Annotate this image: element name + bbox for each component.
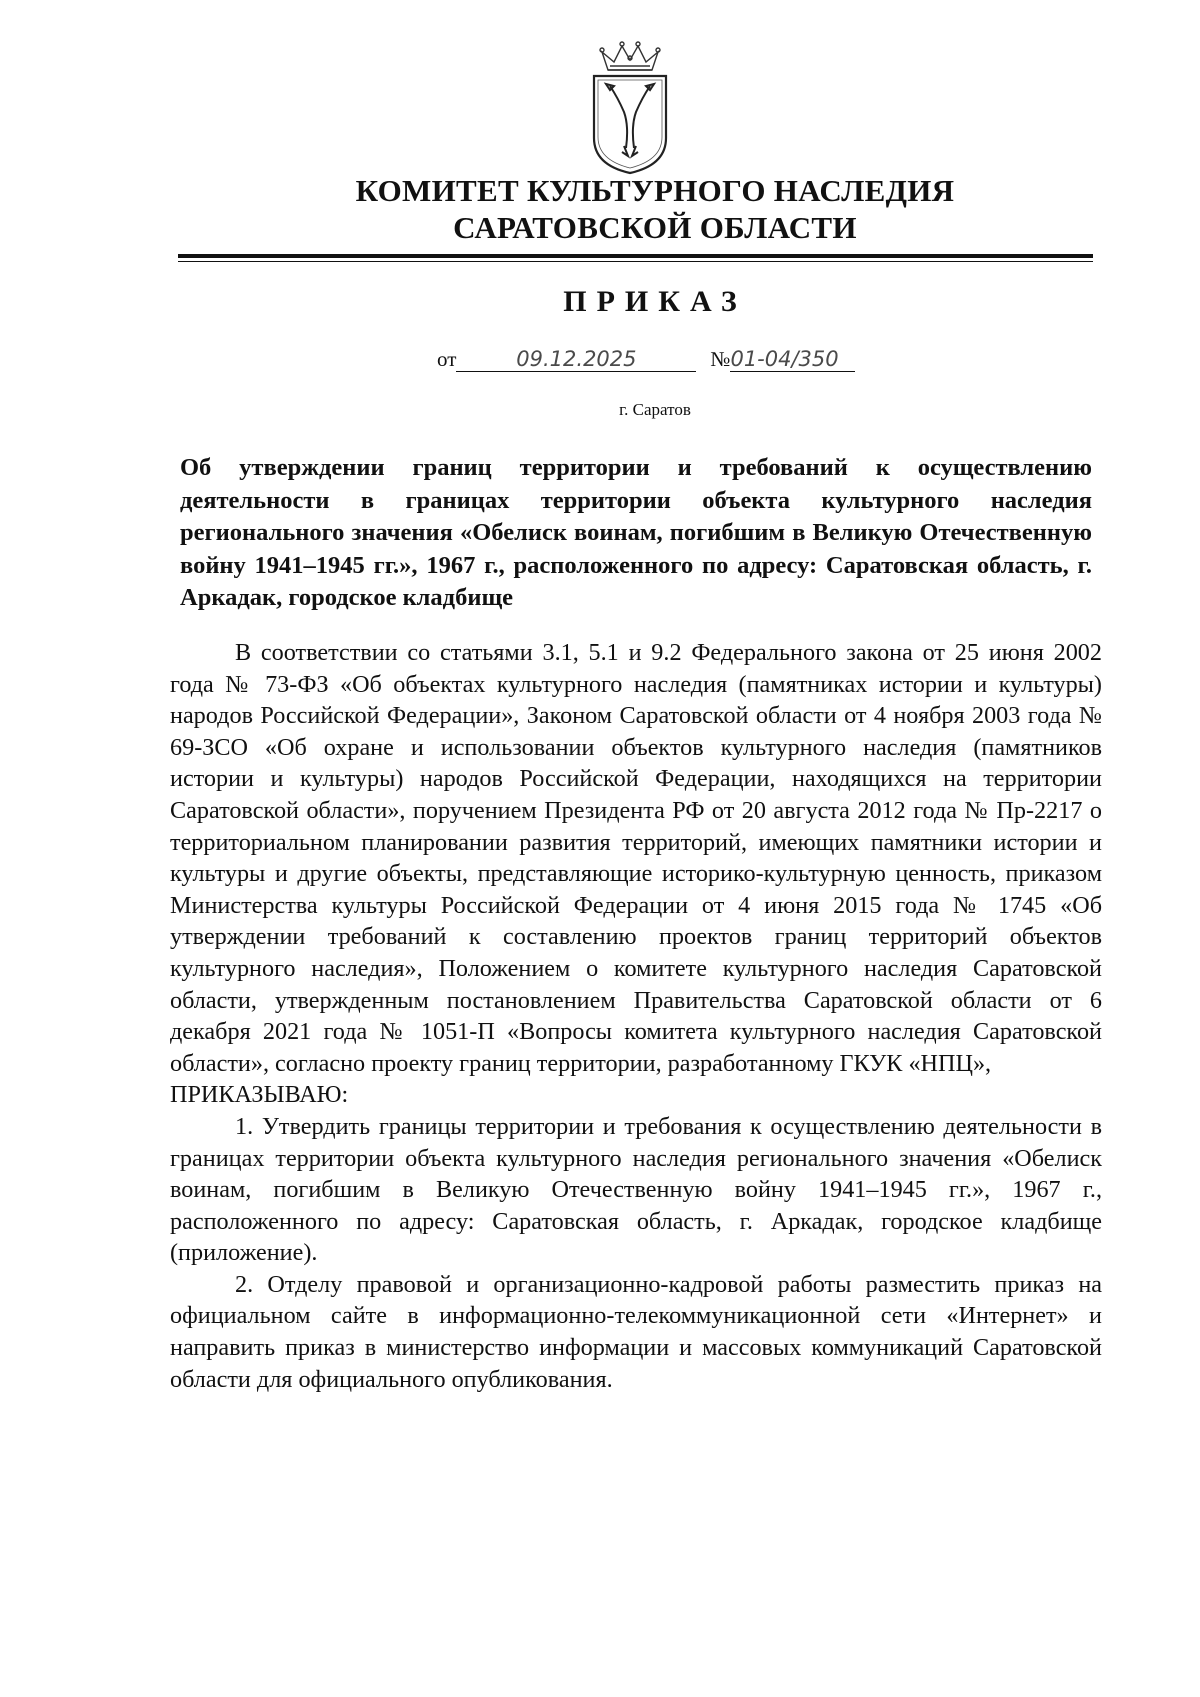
organization-name-line2: САРАТОВСКОЙ ОБЛАСТИ xyxy=(453,210,857,245)
header-divider-thick xyxy=(178,254,1093,258)
coat-of-arms-icon xyxy=(580,40,680,175)
date-number-line xyxy=(437,347,855,372)
date-field: 09.12.2025 xyxy=(456,347,696,372)
number-field: 01-04/350 xyxy=(730,347,855,372)
city: г. Саратов xyxy=(619,400,691,419)
order-item-2: 2. Отделу правовой и организационно-кадровой работы разместить приказ на официальном сайте в информационно-телекоммуникационной сети «Интернет» и направить приказ в министерство информации и массовых коммуникаций Саратовской области для официального опубликования. xyxy=(170,1270,1102,1393)
date-prefix: от xyxy=(437,347,457,371)
number-prefix: № xyxy=(710,347,731,371)
document-body xyxy=(170,637,1102,1395)
preamble-paragraph: В соответствии со статьями 3.1, 5.1 и 9.2 Федерального закона от 25 июня 2002 года № 73-ФЗ «Об объектах культурного наследия (памятниках истории и культуры) народов Российской Федерации», Законом Саратовской области от 4 ноября 2003 года № 69-ЗСО «Об охране и использовании объектов культурного наследия (памятников истории и культуры) народов Российской Федерации, находящихся на территории Саратовской области», поручением Президента РФ от 20 августа 2012 года № Пр-2217 о территориальном планировании развития территорий, имеющих памятники истории и культуры и другие объекты, представляющие историко-культурную ценность, приказом Министерства культуры Российской Федерации от 4 июня 2015 года № 1745 «Об утверждении требований к составлению проектов границ территорий объектов культурного наследия», Положением о комитете культурного наследия Саратовской области, утвержденным постановлением Правительства Саратовской области от 6 декабря 2021 года № 1051-П «Вопросы комитета культурного наследия Саратовской области», согласно проекту границ территории, разработанному ГКУК «НПЦ», xyxy=(170,639,1102,1077)
document-subject: Об утверждении границ территории и требований к осуществлению деятельности в границах территории объекта культурного наследия регионального значения «Обелиск воинам, погибшим в Великую Отечественную войну 1941–1945 гг.», 1967 г., расположенного по адресу: Саратовская область, г. Аркадак, городское кладбище xyxy=(180,454,1092,611)
order-item-1: 1. Утвердить границы территории и требования к осуществлению деятельности в границах территории объекта культурного наследия регионального значения «Обелиск воинам, погибшим в Великую Отечественную войну 1941–1945 гг.», 1967 г., расположенного по адресу: Саратовская область, г. Аркадак, городское кладбище (приложение). xyxy=(170,1112,1102,1267)
ruling-word: ПРИКАЗЫВАЮ: xyxy=(170,1081,349,1109)
organization-name xyxy=(0,172,1200,246)
header-divider-thin xyxy=(178,261,1093,262)
document-type: ПРИКАЗ xyxy=(563,285,747,318)
organization-name-line1: КОМИТЕТ КУЛЬТУРНОГО НАСЛЕДИЯ xyxy=(355,173,955,208)
